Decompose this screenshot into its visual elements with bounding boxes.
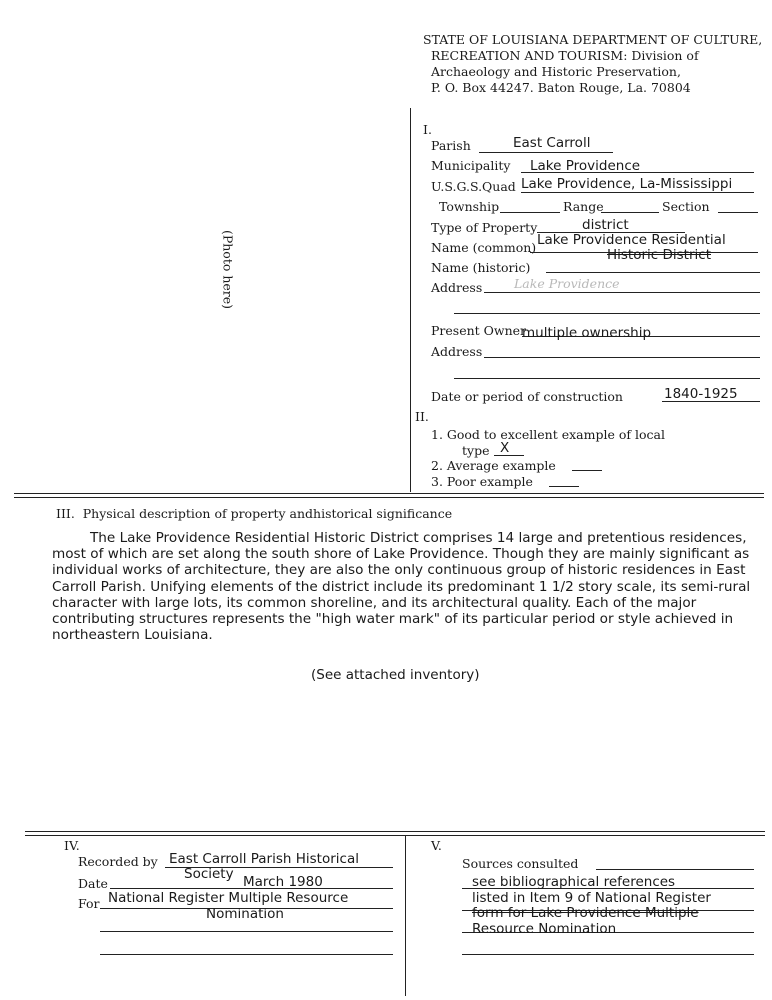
section-3-heading: III. Physical description of property andhistorical significance [56, 506, 453, 521]
average-example-label: 2. Average example [431, 458, 556, 473]
address-line [484, 292, 760, 293]
good-example-label: 1. Good to excellent example of local [431, 427, 665, 442]
parish-label: Parish [431, 138, 471, 153]
date-label: Date [78, 876, 108, 891]
usgs-line [521, 192, 754, 193]
section-label: Section [662, 199, 710, 214]
municipality-value: Lake Providence [530, 158, 641, 174]
agency-line-2: RECREATION AND TOURISM: Division of [431, 48, 699, 63]
type-label: type [462, 443, 490, 458]
date-construction-label: Date or period of construction [431, 389, 623, 404]
type-of-property-value: district [582, 217, 629, 233]
section-5-numeral: V. [431, 838, 442, 853]
section-line [718, 212, 758, 213]
sources-value-1: see bibliographical references [472, 874, 676, 890]
municipality-label: Municipality [431, 158, 511, 173]
sources-value-2: listed in Item 9 of National Register [472, 890, 711, 906]
poor-example-line [549, 486, 579, 487]
address-value: Lake Providence [514, 276, 620, 291]
range-label: Range [563, 199, 604, 214]
for-value-2: Nomination [206, 906, 284, 922]
usgs-label: U.S.G.S.Quad [431, 179, 516, 194]
section-4-numeral: IV. [64, 838, 80, 853]
description-block [52, 530, 752, 643]
sources-consulted-line [596, 869, 754, 870]
inventory-note: (See attached inventory) [311, 667, 480, 683]
average-example-line [572, 470, 602, 471]
owner-address-label: Address [431, 344, 483, 359]
name-common-value-2: Historic District [607, 247, 711, 263]
township-line [500, 212, 560, 213]
recorded-by-value-1: East Carroll Parish Historical [169, 851, 359, 867]
name-historic-line [546, 272, 760, 273]
date-construction-value: 1840-1925 [664, 386, 738, 402]
range-line [601, 212, 659, 213]
date-value: March 1980 [243, 874, 323, 890]
owner-address-line-2 [454, 378, 760, 379]
name-common-value-1: Lake Providence Residential [537, 232, 726, 248]
type-of-property-label: Type of Property [431, 220, 538, 235]
bottom-vertical-divider [405, 836, 406, 996]
name-common-label: Name (common) [431, 240, 537, 255]
parish-line [479, 152, 613, 153]
section-4-top-rule [25, 831, 765, 832]
section-4-top-rule-2 [25, 835, 765, 836]
address-line-2 [454, 313, 760, 314]
sources-line-4 [462, 954, 754, 955]
agency-line-1: STATE OF LOUISIANA DEPARTMENT OF CULTURE, [423, 32, 763, 47]
name-historic-label: Name (historic) [431, 260, 531, 275]
section-1-numeral: I. [423, 122, 432, 137]
sources-value-3: form for Lake Providence Multiple [472, 905, 699, 921]
section-2-numeral: II. [415, 409, 429, 424]
photo-placeholder: (Photo here) [220, 229, 236, 310]
agency-line-3: Archaeology and Historic Preservation, [431, 64, 681, 79]
for-line-2 [100, 931, 393, 932]
section-3-top-rule [14, 493, 764, 494]
parish-value: East Carroll [513, 135, 591, 151]
for-value-1: National Register Multiple Resource [108, 890, 349, 906]
for-line-3 [100, 954, 393, 955]
type-value: X [500, 440, 510, 456]
usgs-value: Lake Providence, La-Mississippi [521, 176, 733, 192]
poor-example-label: 3. Poor example [431, 474, 533, 489]
top-vertical-divider [410, 108, 411, 492]
township-label: Township [439, 199, 500, 214]
recorded-by-value-2: Society [184, 866, 234, 882]
recorded-by-label: Recorded by [78, 854, 158, 869]
description-paragraph: The Lake Providence Residential Historic District comprises 14 large and pretentious residences, most of which are set along the south shore of Lake Providence. Though they are mainly significant as individual works of architecture, they are also the only continuous group of historic residences in East Carroll Parish. Unifying elements of the district include its predominant 1 1/2 story scale, its semi-rural character with large lots, its common shoreline, and its architectural quality. Each of the major contributing structures represents the "high water mark" of its particular period or style achieved in northeastern Louisiana. [52, 530, 751, 644]
present-owner-label: Present Owner [431, 323, 527, 338]
address-label: Address [431, 280, 483, 295]
sources-consulted-label: Sources consulted [462, 856, 579, 871]
owner-address-line [484, 357, 760, 358]
present-owner-value: multiple ownership [522, 325, 652, 341]
agency-line-4: P. O. Box 44247. Baton Rouge, La. 70804 [431, 80, 691, 95]
section-3-top-rule-2 [14, 497, 764, 498]
sources-value-4: Resource Nomination [472, 921, 617, 937]
for-label: For [78, 896, 100, 911]
